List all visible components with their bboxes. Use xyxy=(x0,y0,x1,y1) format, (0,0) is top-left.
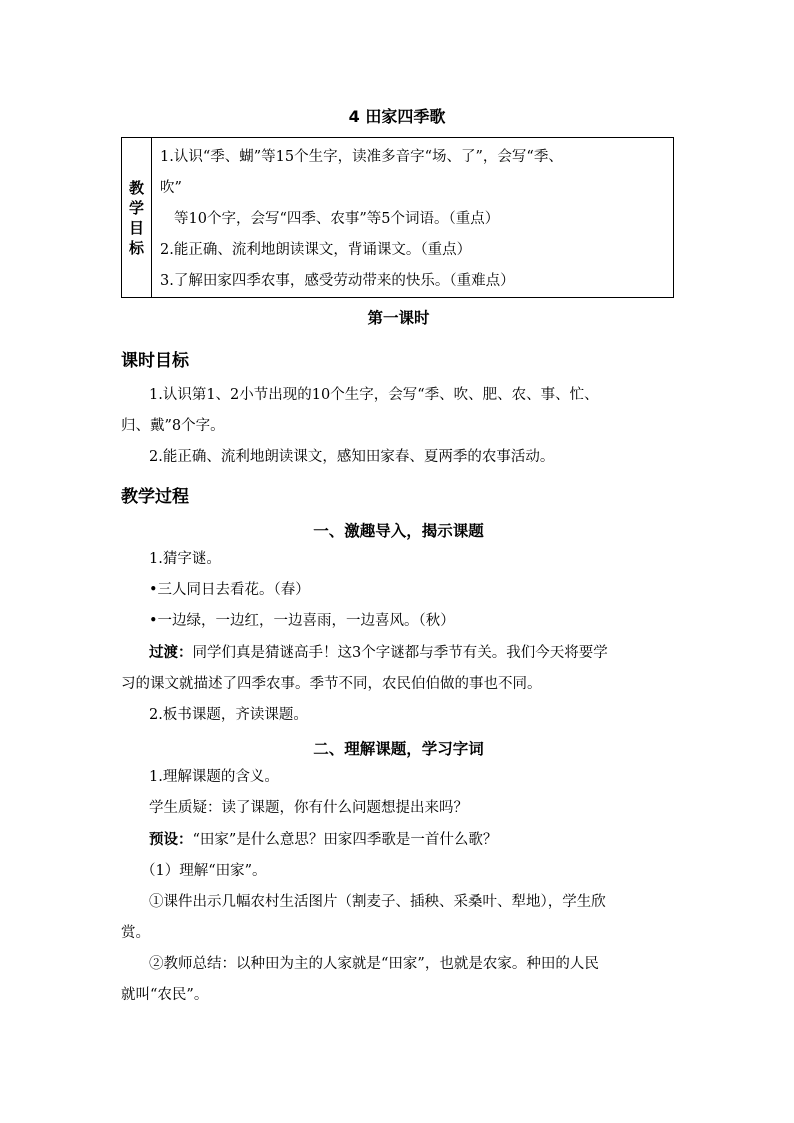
transition-continued: 习的课文就描述了四季农事。季节不同，农民伯伯做的事也不同。 xyxy=(121,676,542,692)
objective-item-continued: 归、戴”8个字。 xyxy=(121,418,225,434)
point: ②教师总结：以种田为主的人家就是“田家”，也就是农家。种田的人民 xyxy=(149,956,599,972)
objective-item: 1.认识第1、2小节出现的10个生字，会写“季、吹、肥、农、事、忙、 xyxy=(149,387,599,403)
goal-line: 1.认识“季、蝴”等15个生字，读准多音字“场、了”，会写“季、 xyxy=(160,149,563,165)
sub-step: （1）理解“田家”。 xyxy=(141,863,267,879)
goals-label-char: 目 xyxy=(128,218,144,237)
objectives-list xyxy=(121,380,676,473)
transition: 过渡：同学们真是猜谜高手！这3个字谜都与季节有关。我们今天将要学 xyxy=(149,644,608,661)
goal-line: 2.能正确、流利地朗读课文，背诵课文。（重点） xyxy=(160,242,472,258)
objectives-heading: 课时目标 xyxy=(121,351,189,371)
goal-line: 3.了解田家四季农事，感受劳动带来的快乐。（重难点） xyxy=(160,273,515,289)
goals-label-char: 学 xyxy=(128,198,144,217)
goals-label-char: 教 xyxy=(128,178,144,197)
step: 1.猜字谜。 xyxy=(149,551,221,567)
point-continued: 赏。 xyxy=(121,925,150,941)
preset-label: 预设： xyxy=(149,831,193,848)
point: ①课件出示几幅农村生活图片（割麦子、插秧、采桑叶、犁地），学生欣 xyxy=(149,894,606,910)
lesson-title: 4 田家四季歌 xyxy=(348,107,446,126)
goals-content xyxy=(152,138,674,298)
goal-line: 等10个字，会写“四季、农事”等5个词语。（重点） xyxy=(174,211,500,227)
preset: 预设：“田家”是什么意思？田家四季歌是一首什么歌？ xyxy=(149,831,498,848)
lesson-period-heading: 第一课时 xyxy=(367,309,430,327)
process-heading: 教学过程 xyxy=(121,487,189,507)
section2-body xyxy=(121,762,676,1011)
riddle: •一边绿，一边红，一边喜雨，一边喜风。（秋） xyxy=(149,613,455,629)
point-continued: 就叫“农民”。 xyxy=(121,987,209,1003)
section-heading: 二、理解课题，学习字词 xyxy=(313,740,484,758)
objective-item: 2.能正确、流利地朗读课文，感知田家春、夏两季的农事活动。 xyxy=(149,449,555,465)
goals-label xyxy=(122,138,152,298)
teaching-goals-table xyxy=(121,137,674,298)
step: 1.理解课题的含义。 xyxy=(149,769,279,785)
transition-label: 过渡： xyxy=(149,644,193,661)
student-question: 学生质疑：读了课题，你有什么问题想提出来吗？ xyxy=(149,800,468,816)
section1-body xyxy=(121,544,676,731)
goal-line: 吹” xyxy=(160,180,182,196)
riddle: •三人同日去看花。（春） xyxy=(149,582,310,598)
step: 2.板书课题，齐读课题。 xyxy=(149,707,308,723)
goals-label-char: 标 xyxy=(128,238,144,257)
section-heading: 一、激趣导入，揭示课题 xyxy=(313,522,484,540)
